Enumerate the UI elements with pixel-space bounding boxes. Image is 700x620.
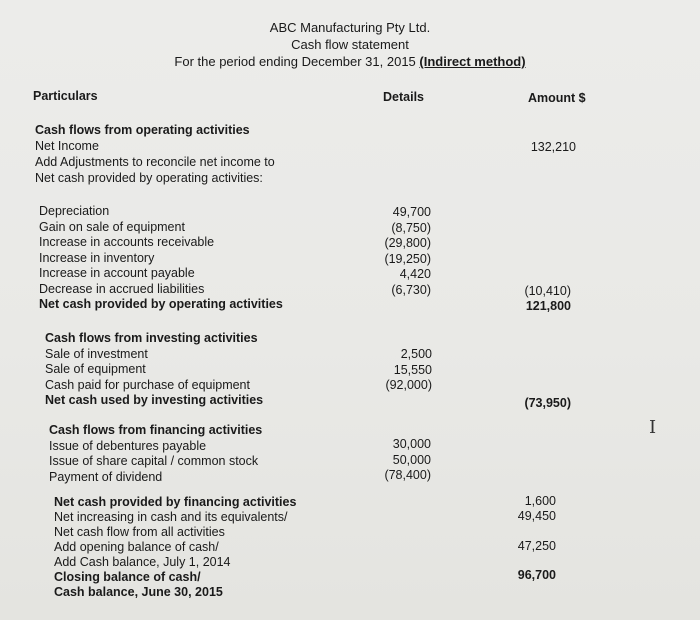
net-cash-operating-label: Net cash provided by operating activities: — [35, 171, 263, 185]
summary-increase-amount: 49,450 — [517, 509, 556, 523]
list-item: Add Cash balance, July 1, 2014 — [54, 555, 231, 569]
detail-value: 50,000 — [392, 452, 431, 467]
summary-labels — [54, 495, 296, 600]
list-item: Net increasing in cash and its equivalents/ — [54, 510, 288, 524]
financing-title: Cash flows from financing activities — [49, 423, 263, 437]
investing-title: Cash flows from investing activities — [45, 331, 258, 345]
operating-items — [39, 204, 283, 313]
list-item: Issue of share capital / common stock — [49, 454, 259, 468]
summary-financing-amount: 1,600 — [524, 494, 556, 508]
investing-items — [45, 331, 263, 409]
method-label: (Indirect method) — [419, 54, 526, 69]
list-item: Payment of dividend — [49, 469, 163, 484]
period-line — [0, 54, 700, 69]
list-item: Cash paid for purchase of equipment — [45, 377, 250, 392]
operating-details — [355, 205, 431, 298]
list-item: Add opening balance of cash/ — [54, 540, 219, 554]
company-name: ABC Manufacturing Pty Ltd. — [269, 20, 431, 35]
detail-value: (19,250) — [384, 251, 431, 266]
financing-items — [49, 423, 262, 485]
detail-value: (6,730) — [391, 282, 431, 297]
detail-value: (92,000) — [385, 378, 432, 392]
operating-adjust-total: (10,410) — [524, 284, 571, 298]
operating-title: Cash flows from operating activities — [35, 123, 250, 137]
list-item: Net cash flow from all activities — [54, 525, 225, 539]
list-item: Net cash provided by financing activities — [54, 495, 297, 509]
period-text: For the period ending December 31, 2015 — [174, 54, 420, 69]
detail-value: 4,420 — [399, 267, 431, 281]
operating-total-amount: 121,800 — [525, 299, 571, 313]
operating-total-label: Net cash provided by operating activities — [39, 297, 283, 311]
text-cursor-icon: I — [649, 417, 657, 438]
list-item: Gain on sale of equipment — [39, 219, 185, 234]
detail-value: 49,700 — [392, 205, 431, 219]
list-item: Sale of equipment — [45, 362, 146, 376]
detail-value: 15,550 — [393, 362, 432, 377]
statement-title: Cash flow statement — [291, 37, 409, 52]
summary-opening-amount: 47,250 — [517, 539, 556, 553]
detail-value: (78,400) — [384, 468, 431, 482]
list-item: Closing balance of cash/ — [54, 570, 201, 584]
col-particulars: Particulars — [33, 89, 98, 103]
detail-value: (29,800) — [384, 236, 431, 250]
investing-details — [356, 347, 432, 394]
adjustments-label: Add Adjustments to reconcile net income to — [35, 155, 275, 169]
investing-total-amount: (73,950) — [524, 396, 571, 410]
net-income-label: Net Income — [35, 139, 99, 153]
detail-value: 30,000 — [392, 437, 431, 451]
list-item: Issue of debentures payable — [49, 438, 207, 453]
detail-value: 2,500 — [400, 347, 432, 361]
list-item: Sale of investment — [45, 346, 148, 361]
summary-closing-amount: 96,700 — [517, 568, 556, 582]
col-amount: Amount $ — [528, 91, 586, 105]
col-details: Details — [383, 90, 424, 104]
list-item: Increase in inventory — [39, 250, 155, 265]
investing-total-label: Net cash used by investing activities — [45, 393, 264, 407]
list-item: Decrease in accrued liabilities — [39, 281, 205, 296]
list-item: Depreciation — [39, 204, 110, 218]
financing-details — [355, 437, 431, 484]
detail-value: (8,750) — [391, 220, 431, 235]
list-item: Increase in accounts receivable — [39, 235, 215, 249]
net-income-amount: 132,210 — [530, 140, 576, 154]
list-item: Increase in account payable — [39, 266, 195, 280]
list-item: Cash balance, June 30, 2015 — [54, 585, 223, 599]
